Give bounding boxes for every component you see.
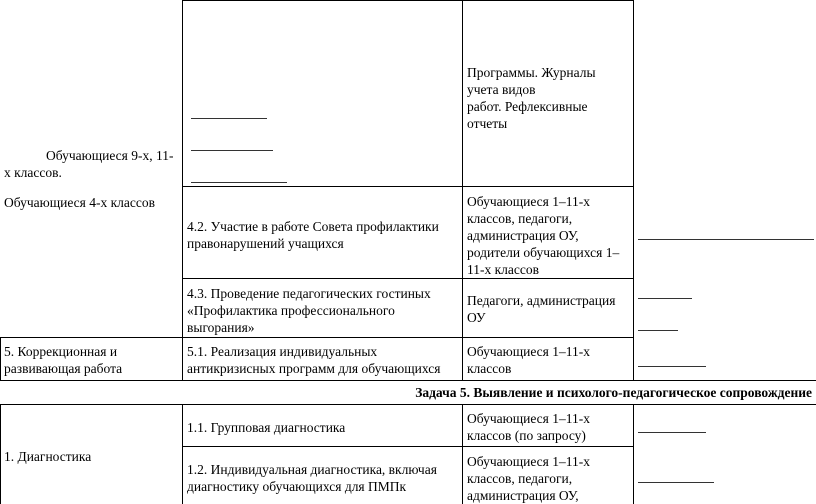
- activity-1-1: 1.1. Групповая диагностика: [187, 420, 346, 435]
- activity-1-2-line1: 1.2. Индивидуальная диагностика, включая: [187, 462, 437, 477]
- activity-4-3-line2: «Профилактика профессионального: [187, 303, 395, 318]
- blank-line-4-2: [638, 239, 814, 240]
- participants-1-1-line2: классов (по запросу): [467, 428, 586, 443]
- blank-line-4-3b: [638, 330, 678, 331]
- participants-4-3-line2: ОУ: [467, 310, 486, 325]
- blank-line-1: [191, 118, 267, 119]
- blank-line-3: [191, 182, 287, 183]
- activity-5-1-line1: 5.1. Реализация индивидуальных: [187, 344, 378, 359]
- participants-4-3-line1: Педагоги, администрация: [467, 293, 616, 308]
- blank-line-5-1: [638, 366, 706, 367]
- direction-diagnostics: 1. Диагностика: [4, 449, 92, 464]
- programs-text-line4: отчеты: [467, 116, 508, 131]
- activity-4-3-line3: выгорания»: [187, 320, 255, 335]
- participants-1-2-line2: классов, педагоги,: [467, 471, 573, 486]
- participants-9-11-line1: Обучающиеся 9-х, 11-: [46, 148, 174, 163]
- participants-1-2-line3: администрация ОУ,: [467, 488, 579, 503]
- participants-4-2-line3: администрация ОУ,: [467, 228, 579, 243]
- direction-5-line1: 5. Коррекционная и: [4, 344, 118, 359]
- participants-4-2-line4: родители обучающихся 1–: [467, 245, 620, 260]
- participants-4-2-line2: классов, педагоги,: [467, 211, 573, 226]
- activity-4-2-line2: правонарушений учащихся: [187, 236, 344, 251]
- participants-4-2-line5: 11-х классов: [467, 262, 540, 277]
- blank-line-1-1: [638, 432, 706, 433]
- blank-line-4-3a: [638, 298, 692, 299]
- participants-5-1-line1: Обучающиеся 1–11-х: [467, 344, 590, 359]
- programs-text-line1: Программы. Журналы: [467, 65, 596, 80]
- participants-5-1-line2: классов: [467, 361, 512, 376]
- direction-5-line2: развивающая работа: [4, 361, 123, 376]
- task-5-title: Задача 5. Выявление и психолого-педагогическое сопровождение: [415, 385, 812, 400]
- activity-5-1-line2: антикризисных программ для обучающихся: [187, 361, 441, 376]
- participants-4-grade: Обучающиеся 4-х классов: [4, 195, 156, 210]
- activity-4-2-line1: 4.2. Участие в работе Совета профилактики: [187, 219, 439, 234]
- participants-4-2-line1: Обучающиеся 1–11-х: [467, 194, 590, 209]
- programs-text-line3: работ. Рефлексивные: [467, 99, 588, 114]
- participants-1-2-line1: Обучающиеся 1–11-х: [467, 454, 590, 469]
- blank-line-2: [191, 150, 273, 151]
- programs-text-line2: учета видов: [467, 82, 536, 97]
- participants-9-11-line2: х классов.: [4, 165, 62, 180]
- activity-1-2-line2: диагностику обучающихся для ПМПк: [187, 479, 407, 494]
- activity-4-3-line1: 4.3. Проведение педагогических гостиных: [187, 286, 431, 301]
- participants-1-1-line1: Обучающиеся 1–11-х: [467, 411, 590, 426]
- blank-line-1-2: [638, 482, 714, 483]
